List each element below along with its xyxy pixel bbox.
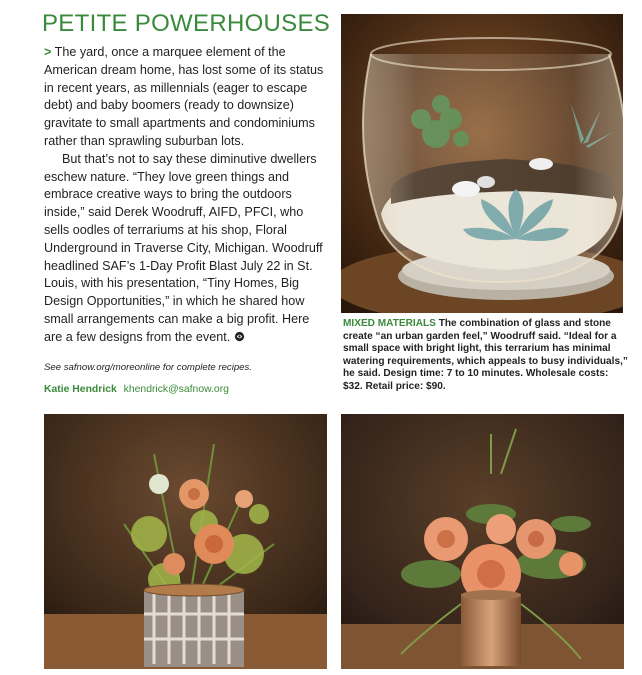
flower-arrangement-photo-left <box>44 414 327 669</box>
page-title: PETITE POWERHOUSES <box>42 10 331 37</box>
byline <box>44 384 229 395</box>
see-more-link[interactable]: See safnow.org/moreonline for complete recipes. <box>44 362 252 373</box>
paragraph-2-text: But that’s not to say these diminutive dwellers eschew nature. “They love green things and embrace creative ways to bring the outdoors inside,” said Derek Woodruff, AIFD, PFCI, who sells oodles of terrariums at his shop, Floral Underground in Traverse City, Michigan. Woodruff headlined SAF’s 1-Day Profit Blast July 22 in St. Louis, with his presentation, “Tiny Homes, Big Design Opportunities,” in which he shared how small arrangements can make a big profit. Here are a few designs from the event. <box>44 151 323 344</box>
terrarium-photo <box>341 14 623 313</box>
article-paragraph-2 <box>44 151 327 347</box>
chevron-right-icon: > <box>44 45 52 59</box>
article-body <box>44 44 327 347</box>
author-email[interactable]: khendrick@safnow.org <box>123 384 229 395</box>
caption-text: The combination of glass and stone create “an urban garden feel,” Woodruff said. “Ideal for a small space with bright light, this terrarium has minimal watering requirements, which appeals to busy individuals,” he said. Design time: 7 to 10 minutes. Wholesale costs: $32. Retail price: $90. <box>343 318 628 392</box>
author-name: Katie Hendrick <box>44 384 117 395</box>
paragraph-1-text: The yard, once a marquee element of the American dream home, has lost some of its status in recent years, as millennials (eager to escape debt) and baby boomers (ready to downsize) gravitate to small apartments and condominiums rather than sprawling suburban lots. <box>44 45 324 148</box>
photo-caption <box>343 318 628 394</box>
article-paragraph-1 <box>44 44 327 151</box>
flower-end-icon <box>234 331 245 342</box>
caption-label: MIXED MATERIALS <box>343 318 436 329</box>
flower-arrangement-photo-right <box>341 414 624 669</box>
